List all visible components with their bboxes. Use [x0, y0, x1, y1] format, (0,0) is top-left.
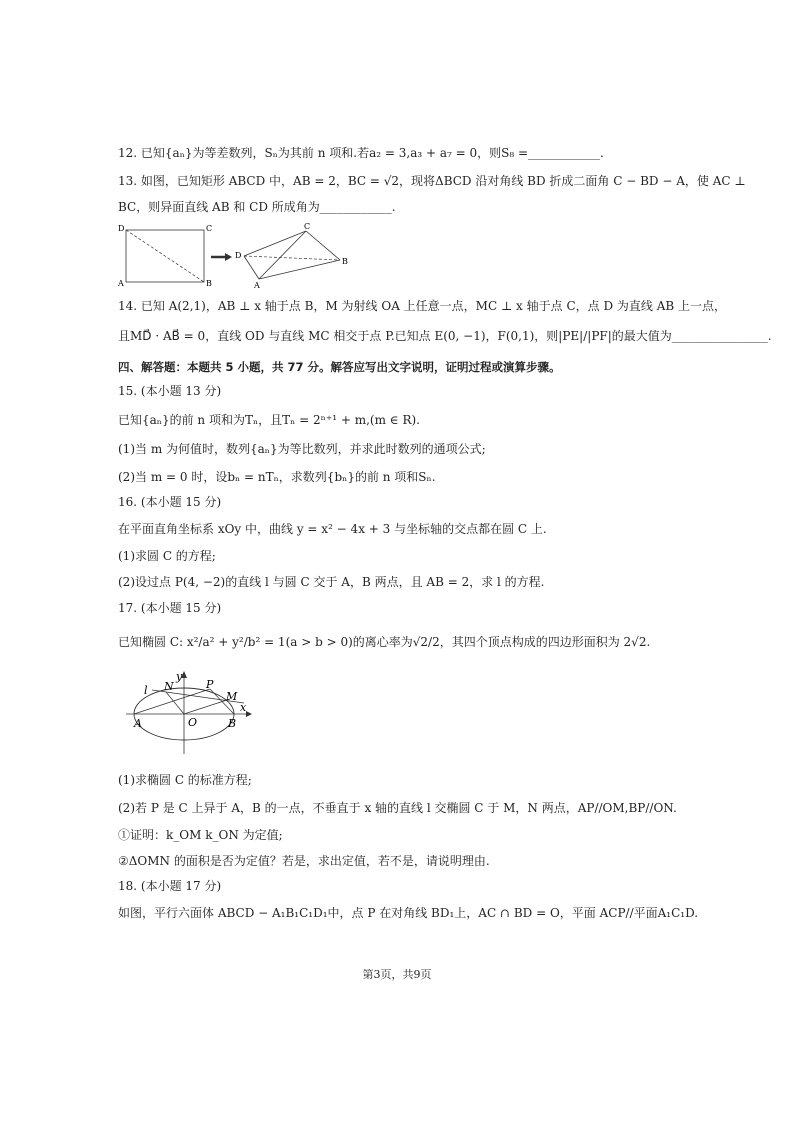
q17-part2: (2)若 P 是 C 上异于 A，B 的一点，不垂直于 x 轴的直线 l 交椭圆 C 于 M，N 两点，AP//OM,BP//ON.: [118, 801, 677, 815]
label-y: y: [176, 670, 183, 683]
q16-part2: (2)设过点 P(4, −2)的直线 l 与圆 C 交于 A，B 两点，且 AB = 2，求 l 的方程.: [118, 575, 545, 589]
arrow-icon: [211, 253, 232, 261]
page-footer: 第3页，共9页: [362, 968, 432, 981]
label-B: B: [228, 717, 237, 730]
q17-part2-ii: ②ΔOMN 的面积是否为定值？若是，求出定值，若不是，请说明理由.: [118, 854, 490, 868]
segment-om: [184, 699, 230, 714]
q14-text-line1: 14. 已知 A(2,1)，AB ⊥ x 轴于点 B，M 为射线 OA 上任意一点，MC ⊥ x 轴于点 C，点 D 为直线 AB 上一点，: [118, 299, 727, 313]
label-D-rect: D: [118, 224, 125, 233]
label-l: l: [144, 684, 148, 697]
q18-stem: 如图，平行六面体 ABCD − A₁B₁C₁D₁中，点 P 在对角线 BD₁上，AC ∩ BD = O，平面 ACP//平面A₁C₁D.: [118, 906, 699, 920]
q15-header: 15. (本小题 13 分): [118, 384, 222, 398]
label-C-rect: C: [206, 224, 213, 233]
label-P: P: [206, 678, 214, 691]
q14-text-line2: 且MD⃗ · AB⃗ = 0，直线 OD 与直线 MC 相交于点 P.已知点 E(0, −1)，F(0,1)，则|PE|/|PF|的最大值为________________.: [118, 329, 772, 343]
label-x: x: [240, 701, 247, 714]
q15-part2: (2)当 m = 0 时，设bₙ = nTₙ，求数列{bₙ}的前 n 项和Sₙ.: [118, 470, 436, 484]
label-B-fold: B: [342, 257, 348, 266]
q12-text: 12. 已知{aₙ}为等差数列，Sₙ为其前 n 项和.若a₂ = 3,a₃ + a₇ = 0，则S₈ =____________.: [118, 146, 604, 160]
q17-figure: [122, 668, 262, 758]
q15-part1: (1)当 m 为何值时，数列{aₙ}为等比数列，并求此时数列的通项公式;: [118, 442, 486, 456]
x-axis-arrow-icon: [246, 711, 252, 717]
folded-tetrahedron: [244, 231, 340, 279]
segment-on: [166, 692, 184, 714]
label-O: O: [188, 716, 198, 729]
q16-header: 16. (本小题 15 分): [118, 495, 222, 509]
label-C-fold: C: [304, 222, 311, 231]
q16-stem: 在平面直角坐标系 xOy 中，曲线 y = x² − 4x + 3 与坐标轴的交点都在圆 C 上.: [118, 522, 547, 536]
label-B-rect: B: [206, 279, 212, 288]
q13-text-line2: BC，则异面直线 AB 和 CD 所成角为____________.: [118, 200, 396, 214]
q15-stem: 已知{aₙ}的前 n 项和为Tₙ，且Tₙ = 2ⁿ⁺¹ + m,(m ∈ R).: [118, 413, 420, 427]
label-M: M: [226, 690, 238, 703]
q17-part2-i: ①证明：k_OM k_ON 为定值;: [118, 828, 283, 842]
label-A-rect: A: [118, 279, 124, 288]
label-A-fold: A: [254, 281, 260, 290]
q17-header: 17. (本小题 15 分): [118, 601, 222, 615]
q13-figure: [118, 222, 358, 292]
q17-part1: (1)求椭圆 C 的标准方程;: [118, 773, 252, 787]
diagonal-bd: [126, 230, 204, 282]
label-D-fold: D: [235, 251, 242, 260]
label-A: A: [134, 717, 142, 730]
label-N: N: [164, 680, 174, 693]
section-heading: 四、解答题：本题共 5 小题，共 77 分。解答应写出文字说明，证明过程或演算步骤。: [118, 360, 561, 374]
q18-header: 18. (本小题 17 分): [118, 879, 222, 893]
q17-stem: 已知椭圆 C: x²/a² + y²/b² = 1(a > b > 0)的离心率为√2/2，其四个顶点构成的四边形面积为 2√2.: [118, 635, 651, 649]
q16-part1: (1)求圆 C 的方程;: [118, 549, 216, 563]
q13-text-line1: 13. 如图，已知矩形 ABCD 中，AB = 2，BC = √2，现将ΔBCD 沿对角线 BD 折成二面角 C − BD − A，使 AC ⊥: [118, 174, 746, 188]
